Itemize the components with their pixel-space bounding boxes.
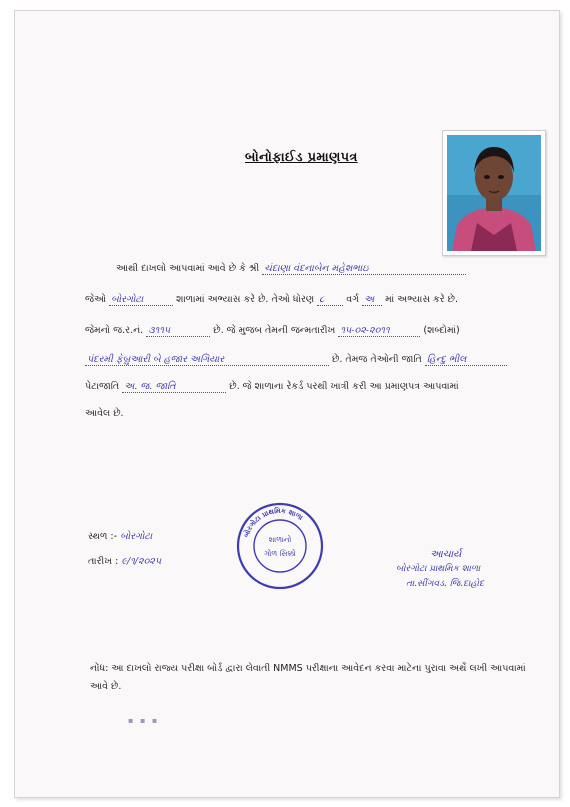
line6-text: આવેલ છે. [85, 408, 124, 419]
line2-varg: વર્ગ [346, 294, 360, 305]
line3-prefix: જેમનો જ.ર.નં. [85, 325, 144, 336]
school-seal [236, 502, 324, 594]
scan-mark: ▪ ▪ ▪ [128, 716, 160, 725]
line2-mid: શાળામાં અભ્યાસ કરે છે. તેઓ ધોરણ [176, 294, 315, 305]
line4-mid: છે. તેમજ તેઓની જાતિ [332, 354, 422, 365]
body-line-4 [85, 354, 507, 366]
certificate-title: બોનોફાઈડ પ્રમાણપત્ર [245, 150, 358, 165]
school-village: બોરગોટા [109, 294, 173, 306]
footer-note: નોંધ: આ દાખલો રાજ્ય પરીક્ષા બોર્ડ દ્વારા લેવાતી NMMS પરીક્ષાના આવેદન કરવા માટેના પુરાવા અર્થે લખી આપવામાં આવે છે. [90, 663, 526, 692]
birth-date: ૧૫-૦૨-૨૦૧૧ [338, 325, 420, 337]
body-line-1 [116, 263, 466, 275]
seal-outer-text: બોરગોટા પ્રાથમિક શાળા [242, 506, 305, 539]
seal-inner-bottom: ગોળ સિક્કો [264, 549, 296, 558]
line3-suffix: (શબ્દોમાં) [423, 325, 460, 336]
gr-number: ૩૧૧૫ [146, 325, 210, 337]
student-name: ચંદાણા વંદનાબેન મહેશભાઇ [262, 263, 466, 275]
line3-mid: છે. જે મુજબ તેમની જન્મતારીખ [213, 325, 336, 336]
place-label: સ્થળ :- [88, 531, 118, 542]
date-value: ૯/૧/૨૦૨૫ [121, 556, 162, 567]
line5-suffix: છે. જે શાળાના રેકર્ડ પરથી ખાત્રી કરી આ પ્રમાણપત્ર આપવામાં [229, 381, 459, 392]
body-line-3 [85, 325, 460, 337]
signature-place: તા.સીંગવડ. જિ.દાહોદ [406, 579, 485, 589]
body-line-5 [85, 381, 459, 393]
standard-value: ૮ [317, 294, 343, 306]
line2-prefix: જેઓ [85, 294, 107, 305]
place-value: બોરગોટા [120, 531, 153, 542]
svg-text:બોરગોટા પ્રાથમિક શાળા [241, 506, 304, 539]
date-line [88, 556, 161, 567]
line2-suffix: માં અભ્યાસ કરે છે. [385, 294, 459, 305]
signature-school: બોરગોટા પ્રાથમિક શાળા [396, 564, 481, 574]
student-photo-image [447, 135, 541, 251]
line5-prefix: પેટાજાતિ [85, 381, 120, 392]
seal-inner-top: શાળાનો [268, 535, 292, 544]
line1-prefix: આથી દાખલો આપવામાં આવે છે કે શ્રી [116, 263, 260, 274]
division-value: અ [362, 294, 382, 306]
birth-date-words: પંદરમી ફેબ્રુઆરી બે હજાર અગિયાર [85, 354, 329, 366]
place-line [88, 531, 152, 542]
body-line-2 [85, 294, 458, 306]
principal-signature [396, 547, 484, 592]
subcaste-value: અ. જ. જાતિ [122, 381, 226, 393]
date-label: તારીખ : [88, 556, 119, 567]
caste-value: હિન્દુ ભીલ [425, 354, 507, 366]
signature-title: આચાર્ય [430, 549, 462, 560]
student-photo [442, 130, 546, 256]
body-line-6 [85, 408, 124, 419]
